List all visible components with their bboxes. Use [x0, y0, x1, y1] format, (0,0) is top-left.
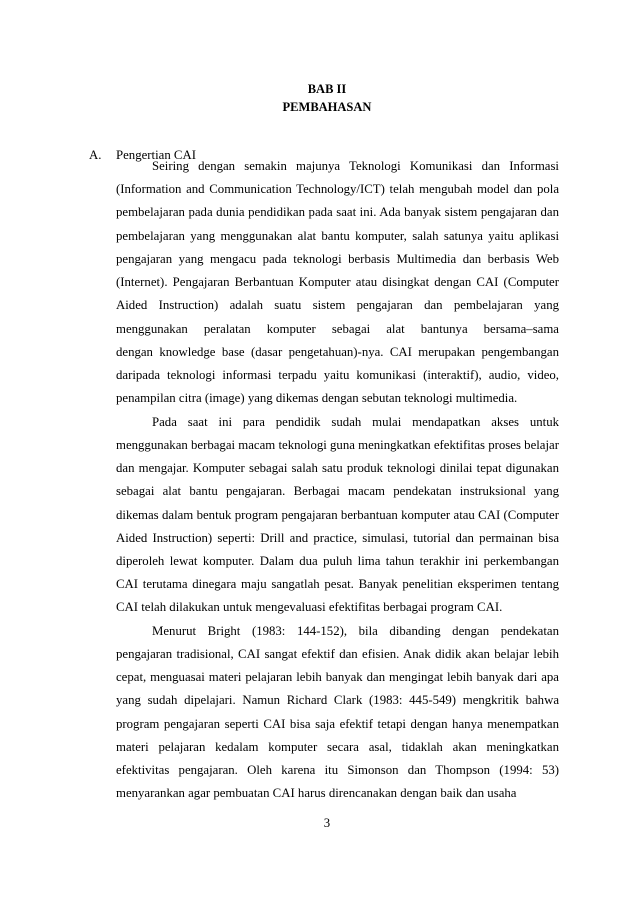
text-line: pengajaran tradisional, CAI sangat efektif dan efisien. Anak didik akan belajar lebih	[116, 647, 559, 661]
text-line: CAI terutama dinegara maju sangatlah pesat. Banyak penelitian eksperimen tentang	[116, 577, 559, 591]
text-line: penampilan citra (image) yang dikemas dengan sebutan teknologi multimedia.	[116, 391, 518, 405]
text-line: cepat, menguasai materi pelajaran lebih banyak dan mengingat lebih banyak dari apa	[116, 670, 559, 684]
text-line: menggunakan berbagai macam teknologi guna meningkatkan efektifitas proses belajar	[116, 438, 559, 452]
text-line: CAI telah dilakukan untuk mengevaluasi efektifitas berbagai program CAI.	[116, 600, 503, 614]
text-line: efektivitas pengajaran. Oleh karena itu Simonson dan Thompson (1994: 53)	[116, 763, 559, 777]
chapter-subtitle: PEMBAHASAN	[282, 100, 372, 114]
section-title: Pengertian CAI	[116, 148, 196, 162]
text-line: diperoleh lewat komputer. Dalam dua puluh lima tahun terakhir ini perkembangan	[116, 554, 559, 568]
text-line: sebagai alat bantu pengajaran. Berbagai macam pendekatan instruksional yang	[116, 484, 559, 498]
text-line: Aided Instruction) seperti: Drill and practice, simulasi, tutorial dan permainan bisa	[116, 531, 559, 545]
text-line: menyarankan agar pembuatan CAI harus direncanakan dengan baik dan usaha	[116, 786, 517, 800]
text-line: pembelajaran pada dunia pendidikan pada saat ini. Ada banyak sistem pengajaran dan	[116, 205, 559, 219]
text-line: Menurut Bright (1983: 144-152), bila dibanding dengan pendekatan	[152, 624, 559, 638]
text-line: dikemas dalam bentuk program pengajaran berbantuan komputer atau CAI (Computer	[116, 508, 559, 522]
text-line: Aided Instruction) adalah suatu sistem pengajaran dan pembelajaran yang	[116, 298, 559, 312]
text-line: program pengajaran seperti CAI bisa saja efektif tetapi dengan hanya menempatkan	[116, 717, 559, 731]
text-line: materi pelajaran kedalam komputer secara asal, tidaklah akan meningkatkan	[116, 740, 559, 754]
text-line: pengajaran yang mengacu pada teknologi berbasis Multimedia dan berbasis Web	[116, 252, 559, 266]
chapter-title: BAB II	[307, 82, 347, 96]
section-number: A.	[89, 148, 102, 162]
page-number: 3	[323, 816, 331, 830]
text-line: yang sudah dipelajari. Namun Richard Clark (1983: 445-549) mengkritik bahwa	[116, 693, 559, 707]
text-line: Pada saat ini para pendidik sudah mulai mendapatkan akses untuk	[152, 415, 559, 429]
text-line: dan mengajar. Komputer sebagai salah satu produk teknologi dinilai tepat digunakan	[116, 461, 559, 475]
text-line: daripada teknologi informasi terpadu yaitu komunikasi (interaktif), audio, video,	[116, 368, 559, 382]
text-line: Seiring dengan semakin majunya Teknologi Komunikasi dan Informasi	[152, 159, 559, 173]
text-line: (Information and Communication Technology/ICT) telah mengubah model dan pola	[116, 182, 559, 196]
text-line: (Internet). Pengajaran Berbantuan Komputer atau disingkat dengan CAI (Computer	[116, 275, 559, 289]
text-line: menggunakan peralatan komputer sebagai alat bantunya bersama–sama	[116, 322, 559, 336]
text-line: dengan knowledge base (dasar pengetahuan)-nya. CAI merupakan pengembangan	[116, 345, 559, 359]
text-line: pembelajaran yang menggunakan alat bantu komputer, salah satunya yaitu aplikasi	[116, 229, 559, 243]
